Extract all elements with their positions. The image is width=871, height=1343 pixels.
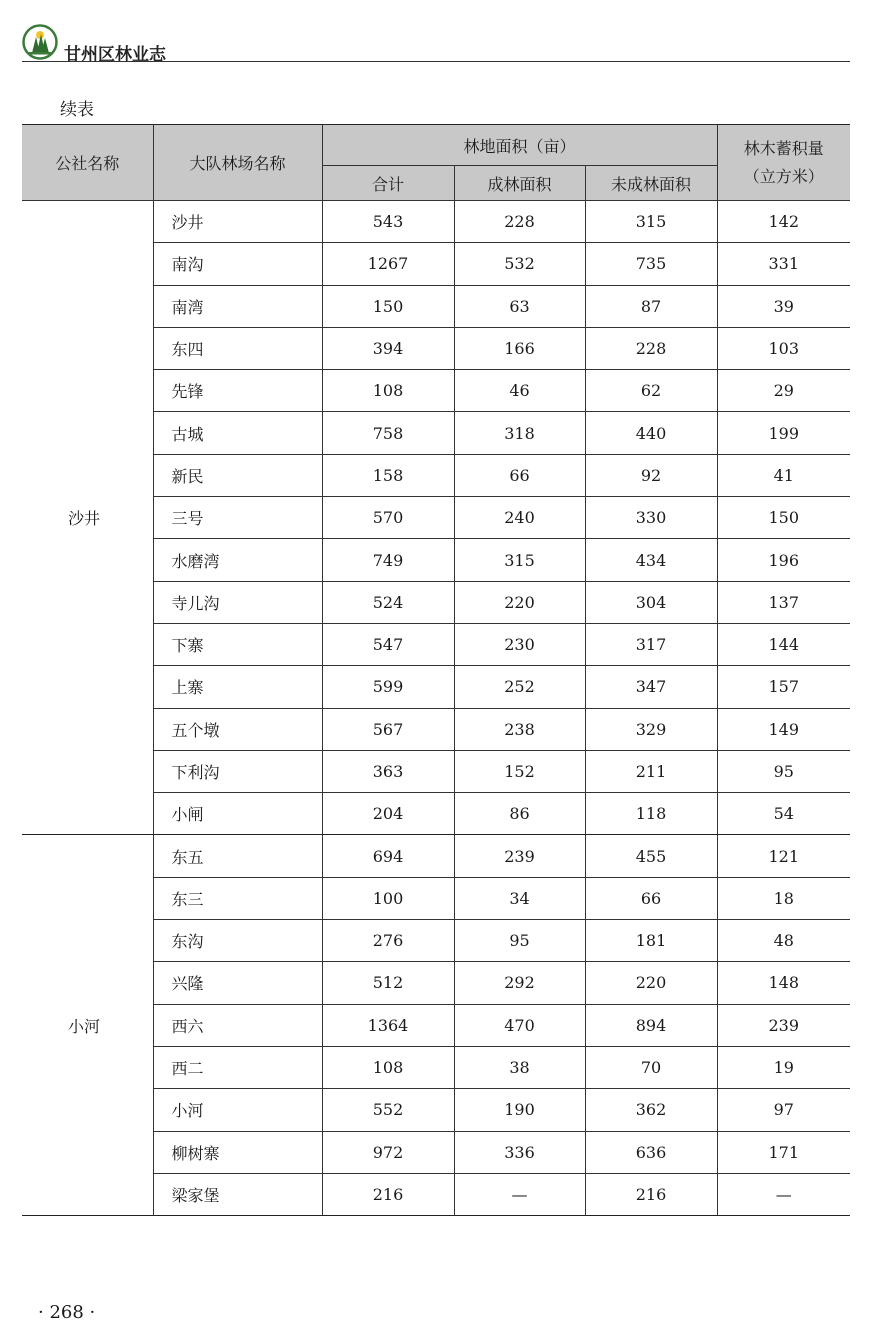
cell-total: 694 [322,835,454,877]
cell-mature: 292 [454,962,585,1004]
cell-mature: 66 [454,454,585,496]
cell-immature: 220 [585,962,717,1004]
cell-total: 150 [322,285,454,327]
page-header [0,0,871,64]
brigade-name: 柳树寨 [153,1131,322,1173]
header-mature: 成林面积 [454,166,585,201]
brigade-name: 沙井 [153,201,322,243]
cell-volume: 150 [717,497,850,539]
cell-immature: 455 [585,835,717,877]
cell-volume: 142 [717,201,850,243]
header-immature: 未成林面积 [585,166,717,201]
cell-volume: 171 [717,1131,850,1173]
cell-volume: 19 [717,1046,850,1088]
page-number: · 268 · [38,1302,96,1323]
cell-immature: 329 [585,708,717,750]
cell-immature: 92 [585,454,717,496]
brigade-name: 西六 [153,1004,322,1046]
cell-immature: 894 [585,1004,717,1046]
cell-total: 512 [322,962,454,1004]
cell-volume: 331 [717,243,850,285]
cell-total: 108 [322,370,454,412]
cell-total: 100 [322,877,454,919]
cell-immature: 434 [585,539,717,581]
cell-immature: 70 [585,1046,717,1088]
cell-total: 1364 [322,1004,454,1046]
cell-immature: 62 [585,370,717,412]
cell-mature: 190 [454,1089,585,1131]
brigade-name: 下寨 [153,623,322,665]
cell-volume: 137 [717,581,850,623]
cell-volume: 199 [717,412,850,454]
table-row [22,835,850,877]
cell-volume: 39 [717,285,850,327]
cell-volume: 48 [717,920,850,962]
brigade-name: 小闸 [153,793,322,835]
cell-mature: 38 [454,1046,585,1088]
cell-volume: 157 [717,666,850,708]
book-title: 甘州区林业志 [64,45,166,65]
cell-volume: 239 [717,1004,850,1046]
cell-mature: 152 [454,750,585,792]
cell-mature: 318 [454,412,585,454]
cell-total: 204 [322,793,454,835]
cell-total: 552 [322,1089,454,1131]
cell-volume: 196 [717,539,850,581]
brigade-name: 东四 [153,327,322,369]
cell-volume: 29 [717,370,850,412]
cell-total: 599 [322,666,454,708]
cell-mature: 230 [454,623,585,665]
brigade-name: 寺儿沟 [153,581,322,623]
cell-immature: 440 [585,412,717,454]
cell-total: 758 [322,412,454,454]
cell-mature: 470 [454,1004,585,1046]
cell-mature: 166 [454,327,585,369]
brigade-name: 东三 [153,877,322,919]
cell-total: 547 [322,623,454,665]
cell-volume: 121 [717,835,850,877]
brigade-name: 南湾 [153,285,322,327]
brigade-name: 三号 [153,497,322,539]
cell-immature: 216 [585,1173,717,1215]
brigade-name: 南沟 [153,243,322,285]
brigade-name: 下利沟 [153,750,322,792]
brigade-name: 西二 [153,1046,322,1088]
brigade-name: 先锋 [153,370,322,412]
cell-volume: 144 [717,623,850,665]
brigade-name: 梁家堡 [153,1173,322,1215]
header-brigade: 大队林场名称 [153,125,322,201]
cell-immature: 636 [585,1131,717,1173]
brigade-name: 兴隆 [153,962,322,1004]
cell-immature: 347 [585,666,717,708]
cell-immature: 304 [585,581,717,623]
cell-mature: 238 [454,708,585,750]
brigade-name: 古城 [153,412,322,454]
cell-mature: 46 [454,370,585,412]
cell-mature: 239 [454,835,585,877]
cell-immature: 330 [585,497,717,539]
cell-volume: 103 [717,327,850,369]
cell-mature: 228 [454,201,585,243]
continuation-label: 续表 [60,100,94,120]
header-volume-line1: 林木蓄积量 [743,138,824,158]
cell-mature: 34 [454,877,585,919]
brigade-name: 东沟 [153,920,322,962]
cell-mature: 252 [454,666,585,708]
cell-mature: 336 [454,1131,585,1173]
cell-volume: — [717,1173,850,1215]
header-divider [22,61,850,62]
cell-immature: 181 [585,920,717,962]
cell-volume: 97 [717,1089,850,1131]
brigade-name: 上寨 [153,666,322,708]
commune-name: 小河 [22,835,153,1216]
cell-volume: 54 [717,793,850,835]
cell-mature: 220 [454,581,585,623]
cell-volume: 41 [717,454,850,496]
cell-total: 216 [322,1173,454,1215]
cell-volume: 148 [717,962,850,1004]
cell-total: 570 [322,497,454,539]
cell-total: 567 [322,708,454,750]
brigade-name: 小河 [153,1089,322,1131]
cell-total: 972 [322,1131,454,1173]
forest-statistics-table [22,124,850,1216]
cell-total: 158 [322,454,454,496]
header-volume-line2: （立方米） [743,166,824,186]
cell-total: 276 [322,920,454,962]
cell-total: 543 [322,201,454,243]
cell-total: 394 [322,327,454,369]
table-body [22,201,850,1216]
cell-immature: 362 [585,1089,717,1131]
cell-immature: 211 [585,750,717,792]
brigade-name: 水磨湾 [153,539,322,581]
cell-immature: 315 [585,201,717,243]
brigade-name: 五个墩 [153,708,322,750]
cell-mature: 63 [454,285,585,327]
cell-volume: 95 [717,750,850,792]
cell-total: 108 [322,1046,454,1088]
cell-immature: 87 [585,285,717,327]
cell-total: 749 [322,539,454,581]
cell-volume: 149 [717,708,850,750]
cell-immature: 66 [585,877,717,919]
header-volume [717,125,850,201]
commune-name: 沙井 [22,201,153,835]
cell-total: 363 [322,750,454,792]
cell-immature: 118 [585,793,717,835]
cell-mature: 86 [454,793,585,835]
header-total: 合计 [322,166,454,201]
cell-volume: 18 [717,877,850,919]
cell-total: 524 [322,581,454,623]
cell-mature: 95 [454,920,585,962]
brigade-name: 东五 [153,835,322,877]
cell-mature: 240 [454,497,585,539]
cell-mature: 532 [454,243,585,285]
header-commune: 公社名称 [22,125,153,201]
forest-trees-icon [22,24,58,60]
table-row [22,201,850,243]
cell-total: 1267 [322,243,454,285]
cell-immature: 735 [585,243,717,285]
brigade-name: 新民 [153,454,322,496]
cell-mature: 315 [454,539,585,581]
cell-mature: — [454,1173,585,1215]
cell-immature: 228 [585,327,717,369]
cell-immature: 317 [585,623,717,665]
header-forest-area-group: 林地面积（亩） [322,125,717,166]
